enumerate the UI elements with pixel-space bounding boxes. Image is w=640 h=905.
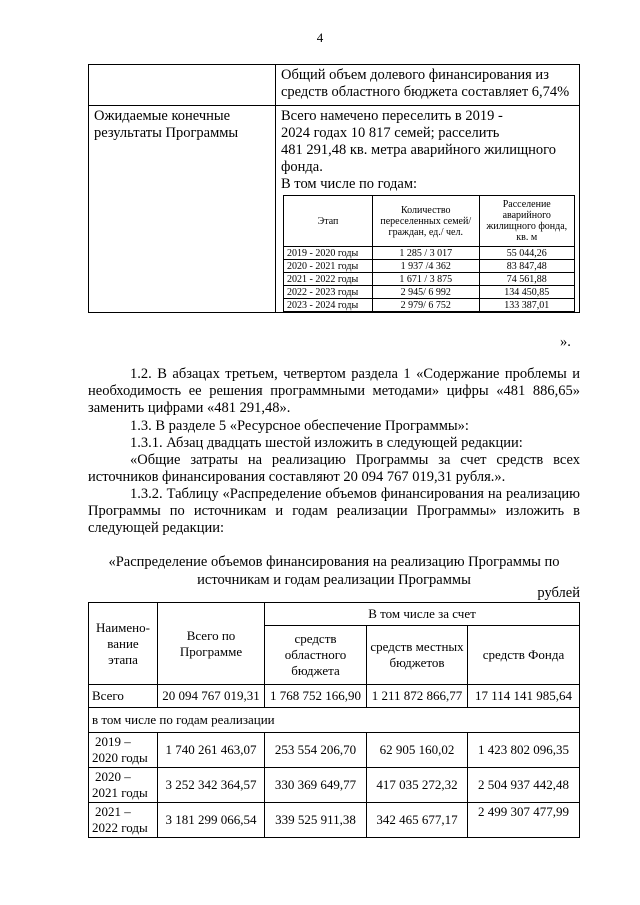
area-cell: 55 044,26 bbox=[479, 247, 575, 260]
dist-row-regional: 339 525 911,38 bbox=[265, 803, 367, 838]
table-row bbox=[89, 733, 580, 768]
passport-row-financing bbox=[89, 65, 580, 106]
stages-table bbox=[283, 195, 575, 312]
dist-header-regional: средств областного бюджета bbox=[265, 626, 367, 685]
dist-row-fund: 2 499 307 477,99 bbox=[468, 803, 580, 838]
dist-stage-cell bbox=[89, 768, 158, 803]
stages-row bbox=[284, 286, 575, 299]
table-row bbox=[89, 768, 580, 803]
stage-cell: 2023 - 2024 годы bbox=[284, 299, 373, 312]
paragraph-1-3-1: 1.3.1. Абзац двадцать шестой изложить в следующей редакции: bbox=[130, 435, 523, 451]
distribution-table-title: «Распределение объемов финансирования на реализацию Программы по источникам и годам реализации Программы bbox=[108, 554, 560, 588]
dist-stage-cell bbox=[89, 803, 158, 838]
dist-row-local: 417 035 272,32 bbox=[367, 768, 468, 803]
stages-header-area: Расселение аварийного жилищного фонда, кв. м bbox=[479, 196, 575, 247]
paragraph-1-2: 1.2. В абзацах третьем, четвертом раздела 1 «Содержание проблемы и необходимость ее решения программными методами» цифры «481 886,65» заменить цифрами «481 291,48». bbox=[88, 366, 580, 416]
resettled-cell: 2 979/ 6 752 bbox=[373, 299, 480, 312]
dist-row-local: 342 465 677,17 bbox=[367, 803, 468, 838]
dist-stage-line1: 2021 – bbox=[95, 804, 131, 819]
dist-row-fund: 1 423 802 096,35 bbox=[468, 733, 580, 768]
stages-header-stage: Этап bbox=[284, 196, 373, 247]
passport-results-cell bbox=[276, 106, 580, 313]
paragraph-total-costs: «Общие затраты на реализацию Программы за счет средств всех источников финансирования составляют 20 094 767 019,31 рубля.». bbox=[88, 452, 580, 485]
dist-total-fund: 17 114 141 985,64 bbox=[468, 685, 580, 708]
dist-header-stage: Наимено-вание этапа bbox=[89, 603, 158, 685]
passport-row-label-empty bbox=[89, 65, 276, 106]
table-row bbox=[89, 803, 580, 838]
stage-cell: 2022 - 2023 годы bbox=[284, 286, 373, 299]
resettled-cell: 1 671 / 3 875 bbox=[373, 273, 480, 286]
stages-header-row bbox=[284, 196, 575, 247]
area-cell: 74 561,88 bbox=[479, 273, 575, 286]
dist-header-local: средств местных бюджетов bbox=[367, 626, 468, 685]
dist-row-total: 1 740 261 463,07 bbox=[158, 733, 265, 768]
dist-stage-line1: 2020 – bbox=[95, 769, 131, 784]
passport-row-results bbox=[89, 106, 580, 313]
dist-stage-line2: 2020 годы bbox=[92, 750, 148, 765]
stage-cell: 2019 - 2020 годы bbox=[284, 247, 373, 260]
stages-row bbox=[284, 247, 575, 260]
dist-subheader-row bbox=[89, 708, 580, 733]
dist-header-total: Всего по Программе bbox=[158, 603, 265, 685]
dist-row-regional: 330 369 649,77 bbox=[265, 768, 367, 803]
program-passport-table bbox=[88, 64, 580, 313]
dist-header-row-1 bbox=[89, 603, 580, 626]
dist-stage-line1: 2019 – bbox=[95, 734, 131, 749]
resettled-cell: 1 937 /4 362 bbox=[373, 260, 480, 273]
area-cell: 83 847,48 bbox=[479, 260, 575, 273]
dist-subheader: в том числе по годам реализации bbox=[89, 708, 580, 733]
dist-header-fund: средств Фонда bbox=[468, 626, 580, 685]
stages-row bbox=[284, 260, 575, 273]
stages-row bbox=[284, 299, 575, 312]
results-intro-line2: 2024 годах 10 817 семей; расселить bbox=[281, 125, 500, 141]
dist-row-fund: 2 504 937 442,48 bbox=[468, 768, 580, 803]
dist-total-regional: 1 768 752 166,90 bbox=[265, 685, 367, 708]
dist-total-row bbox=[89, 685, 580, 708]
dist-stage-cell bbox=[89, 733, 158, 768]
dist-row-total: 3 181 299 066,54 bbox=[158, 803, 265, 838]
paragraph-1-3-2: 1.3.2. Таблицу «Распределение объемов финансирования на реализацию Программы по источникам и годам реализации Программы» изложить в следующей редакции: bbox=[88, 486, 580, 536]
dist-row-local: 62 905 160,02 bbox=[367, 733, 468, 768]
resettled-cell: 1 285 / 3 017 bbox=[373, 247, 480, 260]
dist-total-label: Всего bbox=[89, 685, 158, 708]
stages-row bbox=[284, 273, 575, 286]
dist-stage-line2: 2021 годы bbox=[92, 785, 148, 800]
dist-total-local: 1 211 872 866,77 bbox=[367, 685, 468, 708]
results-intro-line3: 481 291,48 кв. метра аварийного жилищного фонда. bbox=[281, 142, 557, 175]
dist-row-total: 3 252 342 364,57 bbox=[158, 768, 265, 803]
area-cell: 133 387,01 bbox=[479, 299, 575, 312]
area-cell: 134 450,85 bbox=[479, 286, 575, 299]
page-number: 4 bbox=[316, 30, 324, 45]
dist-header-incl: В том числе за счет bbox=[265, 603, 580, 626]
dist-total-total: 20 094 767 019,31 bbox=[158, 685, 265, 708]
passport-financing-text: Общий объем долевого финансирования из средств областного бюджета составляет 6,74% bbox=[276, 65, 580, 106]
resettled-cell: 2 945/ 6 992 bbox=[373, 286, 480, 299]
closing-quote: ». bbox=[560, 334, 571, 350]
results-by-years: В том числе по годам: bbox=[281, 176, 418, 192]
stages-header-resettled: Количество переселенных семей/граждан, ед./ чел. bbox=[373, 196, 480, 247]
dist-row-regional: 253 554 206,70 bbox=[265, 733, 367, 768]
dist-stage-line2: 2022 годы bbox=[92, 820, 148, 835]
results-intro-line1: Всего намечено переселить в 2019 - bbox=[281, 108, 503, 124]
passport-results-label: Ожидаемые конечные результаты Программы bbox=[89, 106, 276, 313]
stage-cell: 2021 - 2022 годы bbox=[284, 273, 373, 286]
distribution-table-unit: рублей bbox=[537, 585, 580, 601]
paragraph-1-3: 1.3. В разделе 5 «Ресурсное обеспечение Программы»: bbox=[130, 418, 469, 434]
distribution-table bbox=[88, 602, 580, 838]
stage-cell: 2020 - 2021 годы bbox=[284, 260, 373, 273]
